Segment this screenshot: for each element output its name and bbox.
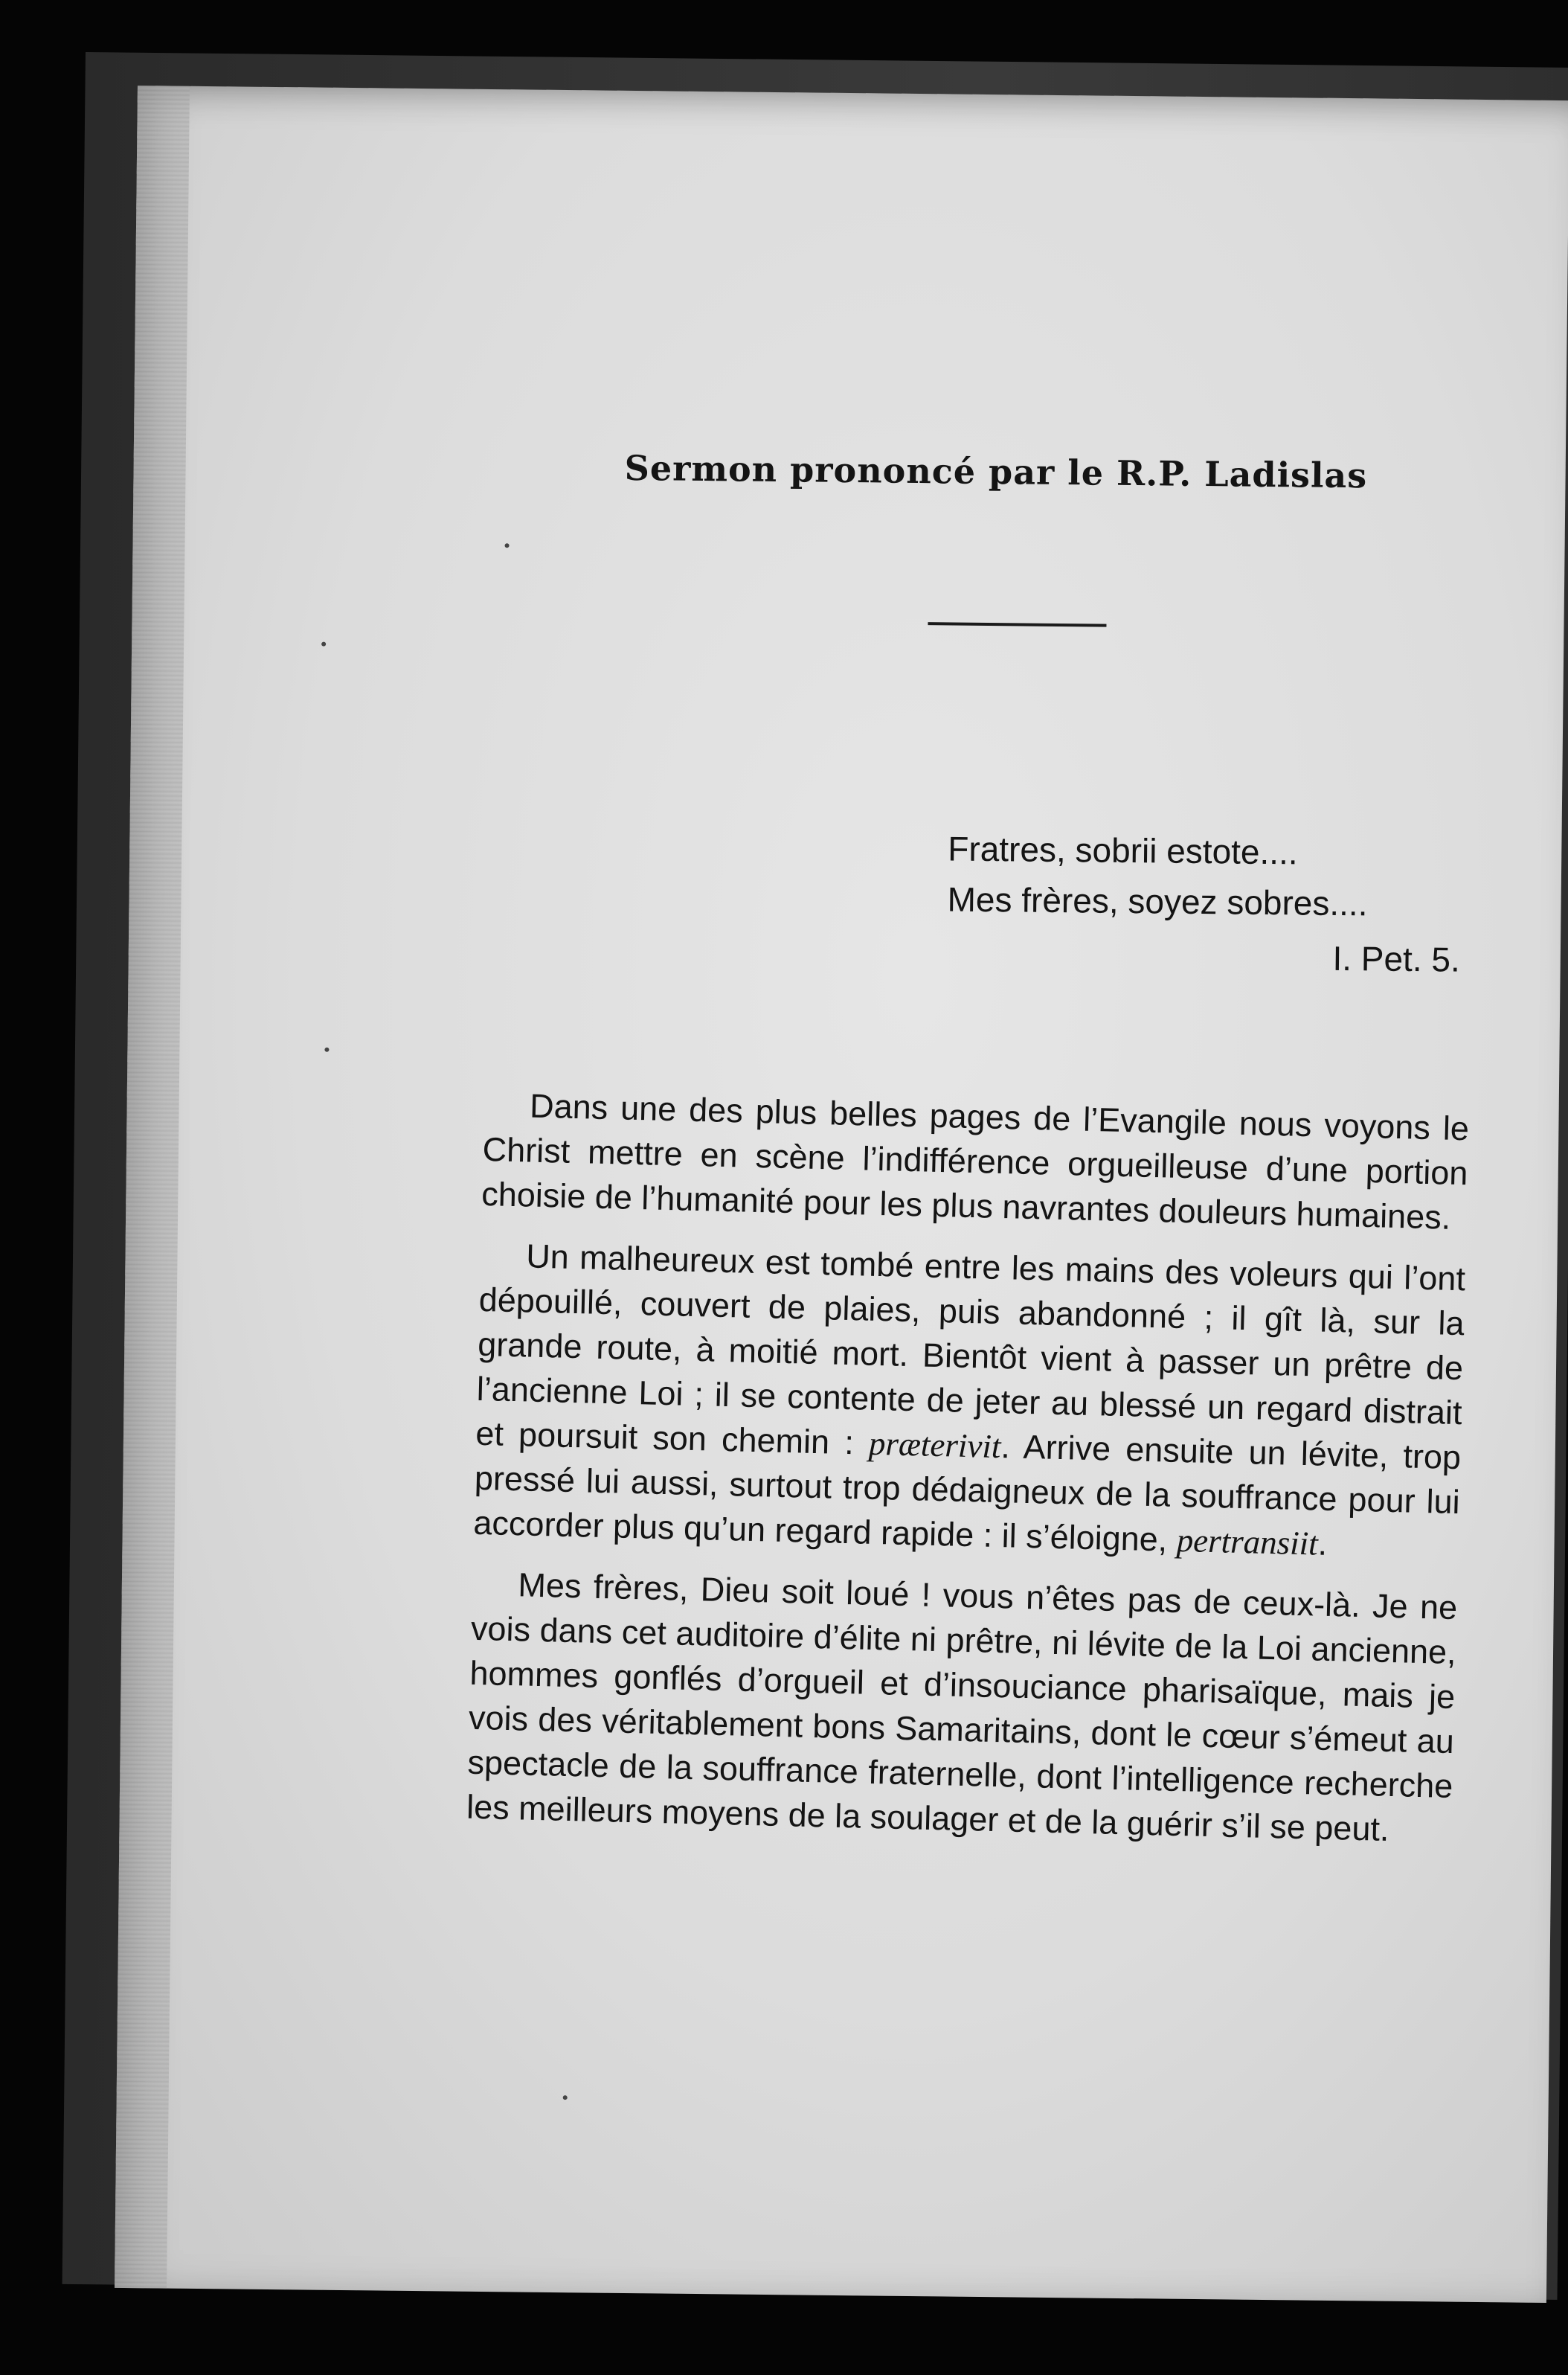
epigraph-reference: I. Pet. 5.	[1332, 938, 1461, 979]
paper-speck	[321, 642, 326, 647]
epigraph-latin: Fratres, sobrii estote....	[948, 829, 1298, 872]
paragraph-text: Un malheureux est tombé entre les mains des voleurs qui l’ont dépouillé, couvert de plaies, puis abandonné ; il gît là, sur la grande route, à moitié mort. Bientôt vient à passer un prêtre de l’ancienne Loi ; il se contente de jeter au blessé un regard distrait et poursuit son chemin :	[475, 1237, 1466, 1462]
latin-italic-word: præterivit	[868, 1424, 1002, 1466]
page-content	[115, 86, 1568, 2303]
body-paragraph	[481, 1083, 1470, 1240]
sermon-body	[466, 1083, 1470, 1870]
latin-italic-word: pertransiit	[1176, 1521, 1319, 1562]
paragraph-text: . Arrive ensuite un lévite, trop pressé lui aussi, surtout trop dédaigneux de la souffrance pour lui accorder plus qu’un regard rapide : il s’éloigne,	[472, 1427, 1462, 1559]
paragraph-text: .	[1317, 1524, 1328, 1562]
epigraph	[946, 823, 1468, 984]
paragraph-text: Mes frères, Dieu soit loué ! vous n’êtes pas de ceux-là. Je ne vois dans cet auditoire d’élite ni prêtre, ni lévite de la Loi ancienne, hommes gonflés d’orgueil et d’insouciance pharisaïque, mais je vois des véritablement bons Samaritains, dont le cœur s’émeut au spectacle de la souffrance fraternelle, dont l’intelligence recherche les meilleurs moyens de la soulager et de la guérir s’il se peut.	[466, 1565, 1458, 1848]
paper-speck	[563, 2095, 568, 2100]
body-paragraph	[473, 1233, 1466, 1569]
paper-speck	[324, 1048, 329, 1052]
paragraph-text: Dans une des plus belles pages de l’Evangile nous voyons le Christ mettre en scène l’indifférence orgueilleuse d’une portion choisie de l’humanité pour les plus navrantes douleurs humaines.	[481, 1086, 1470, 1237]
epigraph-french: Mes frères, soyez sobres....	[947, 879, 1368, 923]
paper-speck	[505, 543, 510, 548]
title-divider	[928, 622, 1106, 627]
book-page	[115, 86, 1568, 2303]
body-paragraph	[466, 1562, 1457, 1853]
sermon-title: Sermon prononcé par le R.P. Ladislas	[624, 447, 1368, 496]
